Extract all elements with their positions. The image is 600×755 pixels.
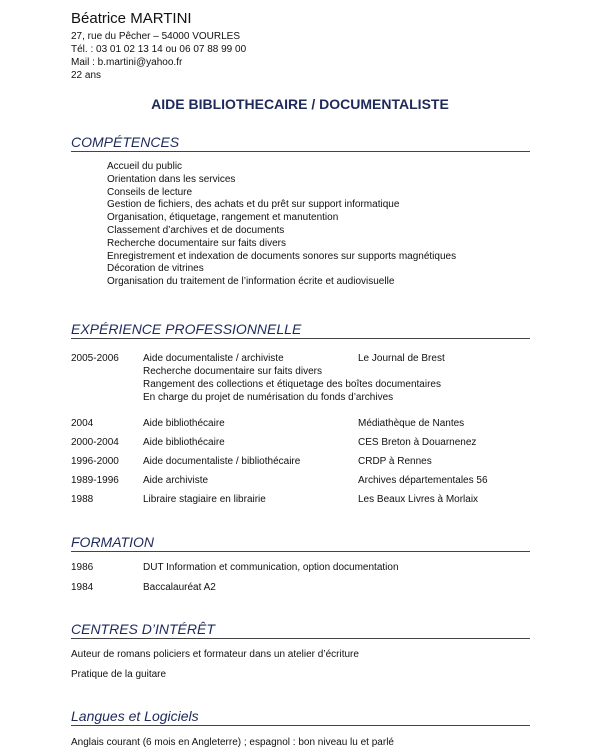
detail-item: Rangement des collections et étiquetage des boîtes documentaires	[143, 379, 441, 390]
experience-role: Aide documentaliste / archiviste	[143, 353, 284, 364]
job-title: AIDE BIBLIOTHECAIRE / DOCUMENTALISTE	[151, 96, 449, 112]
phone: Tél. : 03 01 02 13 14 ou 06 07 88 99 00	[71, 44, 247, 55]
list-item: Décoration de vitrines	[107, 263, 204, 275]
experience-role: Aide documentaliste / bibliothécaire	[143, 456, 301, 467]
list-item: Enregistrement et indexation de documents sonores sur supports magnétiques	[107, 250, 457, 262]
experience-role: Libraire stagiaire en librairie	[143, 494, 266, 505]
experience-year: 2005-2006	[71, 353, 119, 364]
section-heading-education: FORMATION	[71, 533, 530, 552]
education-degree: DUT Information et communication, option documentation	[143, 562, 399, 573]
experience-year: 1996-2000	[71, 456, 119, 467]
list-item: Accueil du public	[107, 161, 183, 172]
list-item: Conseils de lecture	[107, 186, 193, 198]
skills-list	[107, 161, 456, 289]
experience-org: Archives départementales 56	[358, 475, 488, 486]
section-heading-languages: Langues et Logiciels	[71, 707, 530, 726]
experience-details	[143, 365, 441, 404]
experience-org: CRDP à Rennes	[358, 456, 432, 467]
section-heading-experience: EXPÉRIENCE PROFESSIONNELLE	[71, 320, 530, 339]
list-item: Recherche documentaire sur faits divers	[107, 237, 286, 249]
detail-item: Recherche documentaire sur faits divers	[143, 366, 322, 377]
list-item: Gestion de fichiers, des achats et du prêt sur support informatique	[107, 199, 400, 211]
address: 27, rue du Pêcher – 54000 VOURLES	[71, 31, 240, 42]
education-year: 1986	[71, 562, 94, 573]
list-item: Organisation, étiquetage, rangement et manutention	[107, 212, 339, 224]
experience-org: Les Beaux Livres à Morlaix	[358, 494, 479, 505]
education-degree: Baccalauréat A2	[143, 582, 216, 593]
detail-item: En charge du projet de numérisation du fonds d’archives	[143, 392, 394, 403]
list-item: Orientation dans les services	[107, 173, 236, 185]
education-year: 1984	[71, 582, 94, 593]
age: 22 ans	[71, 70, 102, 81]
section-heading-skills: COMPÉTENCES	[71, 133, 530, 152]
experience-org: CES Breton à Douarnenez	[358, 437, 477, 448]
contact-block	[71, 30, 246, 82]
section-heading-interests: CENTRES D’INTÉRÊT	[71, 620, 530, 639]
experience-org: Le Journal de Brest	[358, 353, 445, 364]
interest-item: Pratique de la guitare	[71, 669, 167, 680]
experience-year: 1988	[71, 494, 94, 505]
list-item: Classement d’archives et de documents	[107, 224, 285, 236]
language-item: Anglais courant (6 mois en Angleterre) ; espagnol : bon niveau lu et parlé	[71, 737, 394, 748]
list-item: Organisation du traitement de l’information écrite et audiovisuelle	[107, 276, 395, 288]
email: Mail : b.martini@yahoo.fr	[71, 57, 183, 68]
experience-role: Aide bibliothécaire	[143, 437, 225, 448]
experience-year: 1989-1996	[71, 475, 119, 486]
experience-year: 2000-2004	[71, 437, 119, 448]
experience-org: Médiathèque de Nantes	[358, 418, 465, 429]
experience-role: Aide archiviste	[143, 475, 209, 486]
interest-item: Auteur de romans policiers et formateur dans un atelier d’écriture	[71, 649, 359, 660]
experience-year: 2004	[71, 418, 94, 429]
candidate-name: Béatrice MARTINI	[71, 10, 192, 27]
experience-role: Aide bibliothécaire	[143, 418, 225, 429]
